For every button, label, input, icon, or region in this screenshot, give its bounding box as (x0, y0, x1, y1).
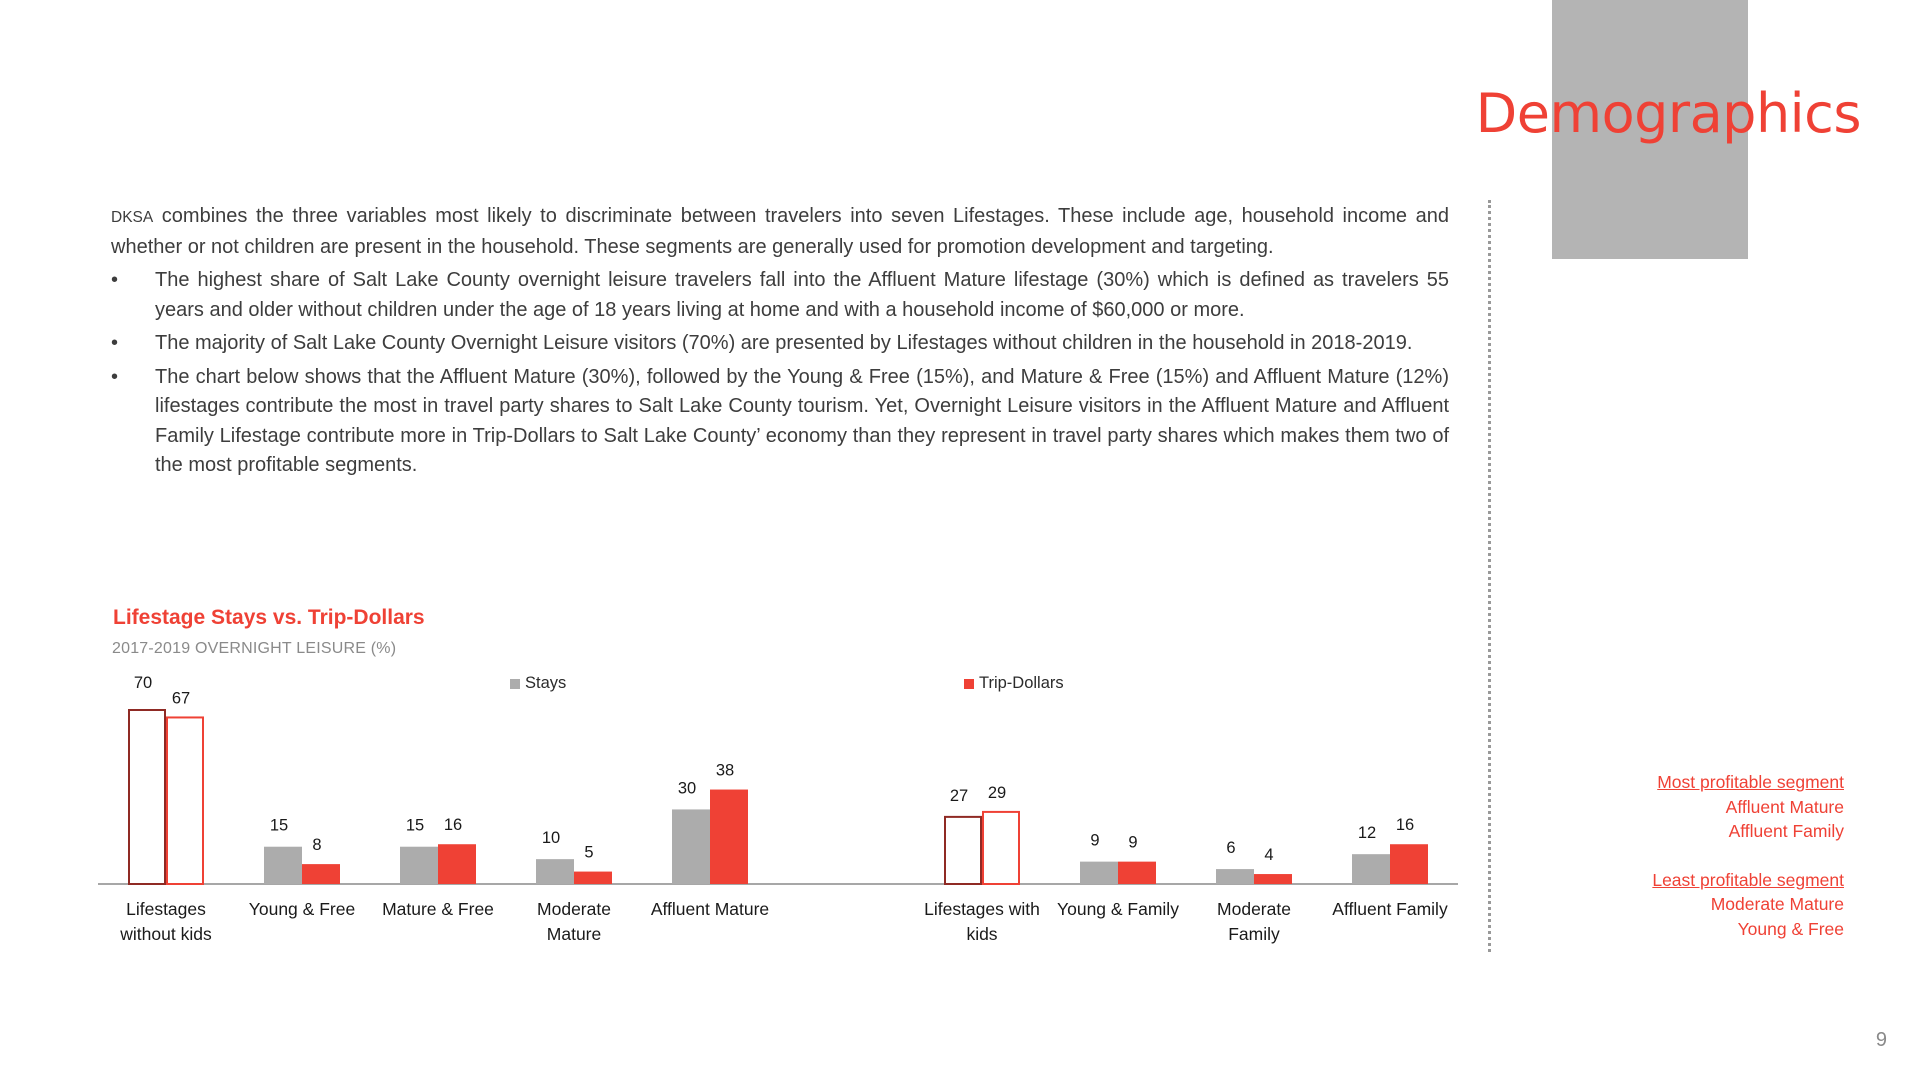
data-label-trip-dollars: 16 (443, 816, 463, 835)
most-profitable-item: Affluent Family (1728, 821, 1844, 841)
bar-trip-dollars (438, 844, 476, 884)
intro-paragraph (111, 202, 1449, 262)
bullet-dot: • (111, 269, 119, 291)
category-label: without kids (120, 924, 212, 944)
category-label: Young & Family (1057, 899, 1179, 919)
bullet-item (111, 266, 1449, 325)
bullet-text: The highest share of Salt Lake County overnight leisure travelers fall into the Affluent Mature lifestage (30%) which is defined as travelers 55 years and older without children under the age of 18 years living at home and with a household income of $60,000 or more. (155, 269, 1449, 321)
least-profitable-heading: Least profitable segment (1652, 869, 1844, 890)
bullet-text: The majority of Salt Lake County Overnight Leisure visitors (70%) are presented by Lifestages without children in the household in 2018-2019. (155, 332, 1413, 354)
category-label: Family (1228, 924, 1280, 944)
data-label-trip-dollars: 4 (1264, 846, 1274, 865)
bar-chart (0, 660, 1480, 960)
vertical-divider (1488, 200, 1491, 952)
bar-trip-dollars (1390, 844, 1428, 884)
intro-text: combines the three variables most likely to discriminate between travelers into seven Lifestages. These include age, household income and whether or not children are present in the household. These segments are generally used for promotion development and targeting. (111, 205, 1449, 258)
profitability-note (1584, 770, 1844, 941)
category-label: Young & Free (248, 899, 356, 919)
bar-stays (264, 847, 302, 884)
bar-stays (536, 859, 574, 884)
page-number: 9 (1875, 1029, 1887, 1051)
bar-stays (672, 809, 710, 884)
category-label: Lifestages (126, 899, 206, 919)
category-label: Mature & Free (382, 899, 494, 919)
body-text (111, 202, 1449, 481)
bar-stays (129, 710, 165, 884)
bar-trip-dollars (574, 872, 612, 884)
bullet-dot: • (111, 365, 119, 388)
category-label: Affluent Mature (650, 899, 770, 919)
bar-stays (1080, 862, 1118, 884)
data-label-trip-dollars: 29 (987, 783, 1007, 802)
bar-stays (1352, 854, 1390, 884)
category-label: kids (966, 924, 998, 944)
bar-stays (945, 817, 981, 884)
data-label-trip-dollars: 5 (584, 843, 594, 862)
category-label: Moderate (537, 899, 611, 919)
bar-trip-dollars (167, 717, 203, 884)
category-label: Moderate (1217, 899, 1291, 919)
bar-trip-dollars (1118, 862, 1156, 884)
chart-subtitle: 2017-2019 OVERNIGHT LEISURE (%) (112, 640, 397, 657)
chart-title: Lifestage Stays vs. Trip-Dollars (113, 606, 425, 629)
bar-trip-dollars (1254, 874, 1292, 884)
data-label-trip-dollars: 9 (1128, 833, 1138, 852)
data-label-stays: 70 (133, 674, 153, 692)
least-profitable-item: Young & Free (1737, 918, 1844, 939)
bar-trip-dollars (302, 864, 340, 884)
bullet-item (111, 329, 1449, 359)
legend-label-stays: Stays (525, 674, 567, 692)
data-label-trip-dollars: 67 (171, 689, 191, 708)
data-label-stays: 15 (269, 816, 289, 835)
data-label-stays: 15 (405, 816, 425, 835)
bar-stays (1216, 869, 1254, 884)
bullet-list (111, 266, 1449, 481)
data-label-stays: 9 (1090, 831, 1100, 850)
bullet-dot: • (111, 332, 119, 354)
most-profitable-item: Affluent Mature (1725, 796, 1844, 817)
bullet-item (111, 363, 1449, 481)
intro-prefix: DKSA (111, 209, 154, 226)
data-label-trip-dollars: 16 (1395, 816, 1415, 835)
data-label-stays: 10 (541, 829, 561, 848)
data-label-trip-dollars: 38 (715, 761, 735, 780)
data-label-stays: 27 (949, 786, 969, 805)
legend-label-trip-dollars: Trip-Dollars (979, 674, 1064, 692)
bar-stays (400, 847, 438, 884)
bar-trip-dollars (983, 812, 1019, 884)
data-label-trip-dollars: 8 (312, 836, 322, 855)
page-title: Demographics (1475, 82, 1861, 145)
most-profitable-heading: Most profitable segment (1657, 772, 1844, 792)
data-label-stays: 30 (677, 779, 697, 798)
bar-trip-dollars (710, 790, 748, 884)
data-label-stays: 6 (1226, 839, 1236, 858)
least-profitable-item: Moderate Mature (1710, 894, 1844, 914)
category-label: Affluent Family (1332, 899, 1448, 919)
data-label-stays: 12 (1357, 824, 1377, 843)
category-label: Lifestages with (924, 899, 1040, 919)
category-label: Mature (546, 924, 602, 944)
bullet-text: The chart below shows that the Affluent Mature (30%), followed by the Young & Free (15%), and Mature & Free (15%) and Affluent Mature (12%) lifestages contribute the most in travel party shares to Salt Lake County tourism. Yet, Overnight Leisure visitors in the Affluent Mature and Affluent Family Lifestage contribute more in Trip-Dollars to Salt Lake County’ economy than they represent in travel party shares which makes them two of the most profitable segments. (155, 365, 1449, 476)
